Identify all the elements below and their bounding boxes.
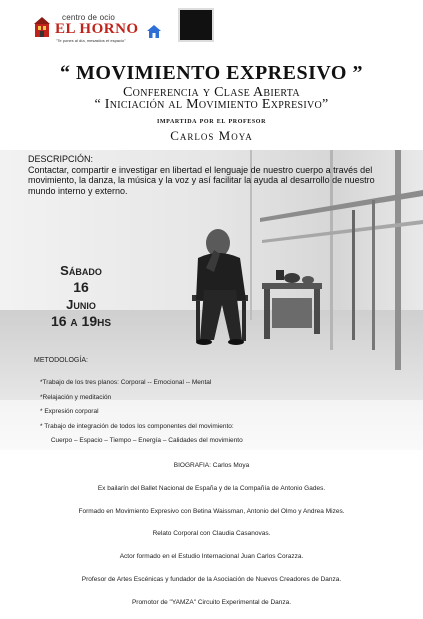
description-text: Contactar, compartir e investigar en libertad el lenguaje de nuestro cuerpo a través del movimiento, la danza, la música y la voz y así facilitar la ayuda al desarrollo de nuestro mundo interno y externo. [28,164,375,196]
el-horno-logo-icon [34,17,50,37]
biography-line: Promotor de "YAMZA" Circuito Experimental de Danza. [131,598,292,606]
window-frame-decoration [178,8,214,42]
biography-line: Ex bailarín del Ballet Nacional de España y de la Compañía de Antonio Gades. [97,484,326,492]
methodology-item: *Trabajo de los tres planos: Corporal -- Emocional -- Mental [40,379,212,386]
methodology-heading: METODOLOGÍA: [34,357,88,364]
biography-line: Relato Corporal con Claudia Casanovas. [152,530,271,538]
biography-line: Actor formado en el Estudio Internacional Juan Carlos Corazza. [119,553,304,561]
biography-heading: BIOGRAFIA: Carlos Moya [173,462,250,469]
logo-small-text: centro de ocio [62,13,116,22]
event-date-block [36,262,126,330]
teacher-name: Carlos Moya [170,128,253,143]
biography-block [0,459,423,619]
date-day-number: 16 [73,279,89,295]
logo-tagline: "Te pones al día, mesastios et espacio" [56,38,126,43]
methodology-item: Cuerpo – Espacio – Tiempo – Energía – Calidades del movimiento [40,437,243,444]
methodology-item: *Relajación y meditación [40,393,112,401]
logo-name: EL HORNO [55,21,139,37]
biography-line: Formado en Movimiento Expresivo con Betina Waissman, Antonio del Olmo y Andrea Mizes. [78,507,345,515]
home-icon[interactable] [147,25,161,38]
description-block [28,154,378,196]
description-heading: DESCRIPCIÓN: [28,154,94,164]
event-subtitle-2: “ Iniciación al Movimiento Expresivo” [94,97,329,112]
methodology-item: * Expresión corporal [40,408,99,415]
date-time: 16 a 19hs [50,313,112,329]
event-subtitle-1: Conferencia y Clase Abierta [123,85,300,100]
event-title: “ MOVIMIENTO EXPRESIVO ” [60,62,363,84]
methodology-list [40,376,243,449]
date-month: Junio [66,297,96,312]
event-subtitle-3: impartida por el profesor [156,116,266,125]
methodology-item: * Trabajo de integración de todos los componentes del movimiento: [40,422,234,430]
biography-line: Profesor de Artes Escénicas y fundador de la Asociación de Nuevos Creadores de Danza. [81,575,342,583]
date-day-name: Sábado [60,263,102,278]
